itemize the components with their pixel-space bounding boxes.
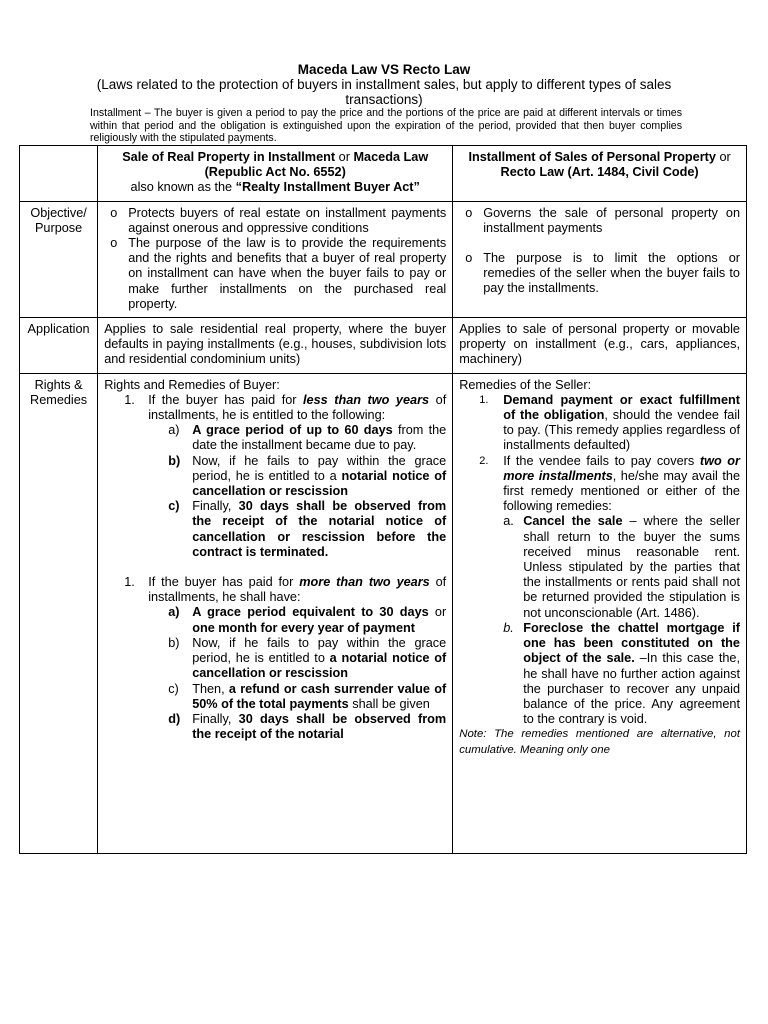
item-text: shall be given xyxy=(348,696,430,711)
objective-b-1: Governs the sale of personal property on installment payments xyxy=(483,205,740,235)
item-text: Now, if he fails to pay within the grace period, he is entitled to xyxy=(192,635,447,666)
item-emphasis: two or more installments xyxy=(503,453,740,483)
case-emphasis: less than two years xyxy=(303,392,430,407)
case-number: 1. xyxy=(124,392,135,407)
list-item xyxy=(459,621,740,727)
list-item xyxy=(459,454,740,515)
header-b-law-name: Recto Law (Art. 1484, Civil Code) xyxy=(500,165,699,180)
item-text: If the vendee fails to pay covers xyxy=(503,453,700,468)
list-item xyxy=(104,636,446,682)
list-item xyxy=(459,393,740,454)
objective-label: Objective/ Purpose xyxy=(20,201,98,317)
case-text-end: of installments, he is entitled to the following: xyxy=(148,392,447,423)
item-marker: a) xyxy=(168,423,180,438)
list-item xyxy=(104,206,446,236)
list-item xyxy=(104,712,446,742)
item-marker: b) xyxy=(168,453,181,468)
objective-maceda xyxy=(98,201,453,317)
header-b-title: Installment of Sales of Personal Property xyxy=(468,150,716,164)
header-a-title: Sale of Real Property in Installment xyxy=(122,150,336,164)
objective-a-2: The purpose of the law is to provide the requirements and the rights and benefits that a buyer of real property on installment can have when the buyer fails to pay or make further installments on the purchased real property. xyxy=(128,236,447,311)
application-row xyxy=(20,318,747,374)
item-text: – where the seller shall return to the buyer the sums received minus reasonable rent. Unless stipulated by the parties that the installments or rents paid shall not be returned provided the stipulation is not unconscionable (Art. 1486). xyxy=(523,514,740,620)
case-number: 1. xyxy=(124,575,135,590)
header-a-aka: also known as the xyxy=(130,180,236,195)
item-bold: Cancel the sale xyxy=(523,514,623,529)
rights-maceda xyxy=(98,373,453,853)
item-bold: a notarial notice of cancellation or rescission xyxy=(192,651,447,681)
rights-a-heading: Rights and Remedies of Buyer: xyxy=(104,377,280,392)
item-bold: notarial notice of cancellation or rescission xyxy=(192,468,447,499)
item-text: Now, if he fails to pay within the grace period, he is entitled to a xyxy=(192,453,447,483)
item-text-end: , he/she may avail the first remedy mentioned or either of the following remedies: xyxy=(503,468,740,514)
list-item: o The purpose of the law is to provide the requirements and the rights and benefits that a buyer of real property on installment can have when the buyer fails to pay or make further installments on the purchased real property. xyxy=(110,236,447,311)
item-text: from the date the installment became due to pay. xyxy=(192,423,447,453)
bullet-marker: o xyxy=(110,205,118,220)
list-item xyxy=(104,499,446,560)
rights-label: Rights & Remedies xyxy=(20,373,98,853)
application-label: Application xyxy=(20,318,98,374)
header-a-or: or xyxy=(335,150,354,164)
list-item: o Governs the sale of personal property on installment payments xyxy=(465,205,740,235)
item-marker: c) xyxy=(168,681,179,696)
item-text: or xyxy=(428,605,447,620)
item-marker: a) xyxy=(168,605,180,620)
item-marker: b) xyxy=(168,635,180,650)
item-bold: Demand payment or exact fulfillment of the obligation xyxy=(503,392,740,423)
rights-b-heading: Remedies of the Seller: xyxy=(459,377,592,392)
item-bold: 30 days shall be observed from the receipt of the notarial notice of cancellation or rescission before the contract is terminated. xyxy=(192,499,447,559)
item-marker: b. xyxy=(503,620,514,635)
case-emphasis: more than two years xyxy=(299,575,430,590)
item-marker: 2. xyxy=(479,454,489,467)
list-item xyxy=(104,423,446,453)
remedies-note: Note: The remedies mentioned are alternative, not cumulative. Meaning only one xyxy=(459,728,740,756)
item-marker: d) xyxy=(168,711,181,726)
rights-row xyxy=(20,373,747,853)
application-recto: Applies to sale of personal property or movable property on installment (e.g., cars, appliances, machinery) xyxy=(453,318,747,374)
item-bold: 30 days shall be observed from the receipt of the notarial xyxy=(192,711,447,742)
document-subtitle: (Laws related to the protection of buyers in installment sales, but apply to different types of sales transactions) xyxy=(96,77,672,107)
objective-row xyxy=(20,201,747,317)
item-text: , should the vendee fail to pay. (This remedy applies regardless of installments defaulted) xyxy=(503,408,740,453)
application-maceda: Applies to sale residential real property, where the buyer defaults in paying installments (e.g., houses, subdivision lots and residential condominium units) xyxy=(98,318,453,374)
item-bold: a refund or cash surrender value of 50% of the total payments xyxy=(192,681,447,711)
list-item: o The purpose is to limit the options or remedies of the seller when the buyer fails to pay the installments. xyxy=(465,251,740,296)
case-text-end: of installments, he shall have: xyxy=(148,575,447,605)
item-bold: Foreclose the chattel mortgage if one has been constituted on the object of the sale. xyxy=(523,620,740,666)
item-marker: a. xyxy=(503,514,514,529)
table-header-row xyxy=(20,146,747,202)
item-text: Then, xyxy=(192,681,229,696)
header-a-alias: “Realty Installment Buyer Act” xyxy=(235,180,420,195)
case-text: If the buyer has paid for xyxy=(148,575,300,590)
item-marker: c) xyxy=(168,499,180,514)
case-text: If the buyer has paid for xyxy=(148,392,304,407)
header-a-law-name: Maceda Law (Republic Act No. 6552) xyxy=(204,150,429,180)
case-more-than-two-years xyxy=(104,575,446,605)
item-text: Finally, xyxy=(192,711,239,726)
header-maceda-law xyxy=(98,146,453,202)
item-bold: A grace period of up to 60 days xyxy=(192,423,393,438)
comparison-table xyxy=(19,145,747,854)
objective-b-2: The purpose is to limit the options or remedies of the seller when the buyer fails to pay the installments. xyxy=(483,251,740,296)
item-text: –In this case the, he shall have no further action against the purchaser to recover any unpaid balance of the price. Any agreement to the contrary is void. xyxy=(523,651,740,727)
item-bold: A grace period equivalent to 30 days xyxy=(192,605,429,620)
installment-definition: Installment – The buyer is given a period to pay the price and the portions of the price are paid at different intervals or times within that period and the obligation is extinguished upon the expiration of the period, provided that then buyer complies religiously with the stipulated payments. xyxy=(90,107,682,144)
item-text: Finally, xyxy=(192,499,239,514)
item-marker: 1. xyxy=(479,393,489,406)
list-item xyxy=(459,514,740,620)
objective-recto xyxy=(453,201,747,317)
header-recto-law xyxy=(453,146,747,202)
document-title: Maceda Law VS Recto Law xyxy=(297,62,471,77)
header-b-or: or xyxy=(715,150,731,164)
list-item xyxy=(104,682,446,712)
objective-a-1: Protects buyers of real estate on installment payments against onerous and oppressive conditions xyxy=(128,205,447,235)
rights-recto xyxy=(453,373,747,853)
case-less-than-two-years xyxy=(104,393,446,423)
list-item xyxy=(104,605,446,635)
list-item xyxy=(104,454,446,500)
item-bold: one month for every year of payment xyxy=(192,620,415,635)
header-empty-cell xyxy=(20,146,98,202)
